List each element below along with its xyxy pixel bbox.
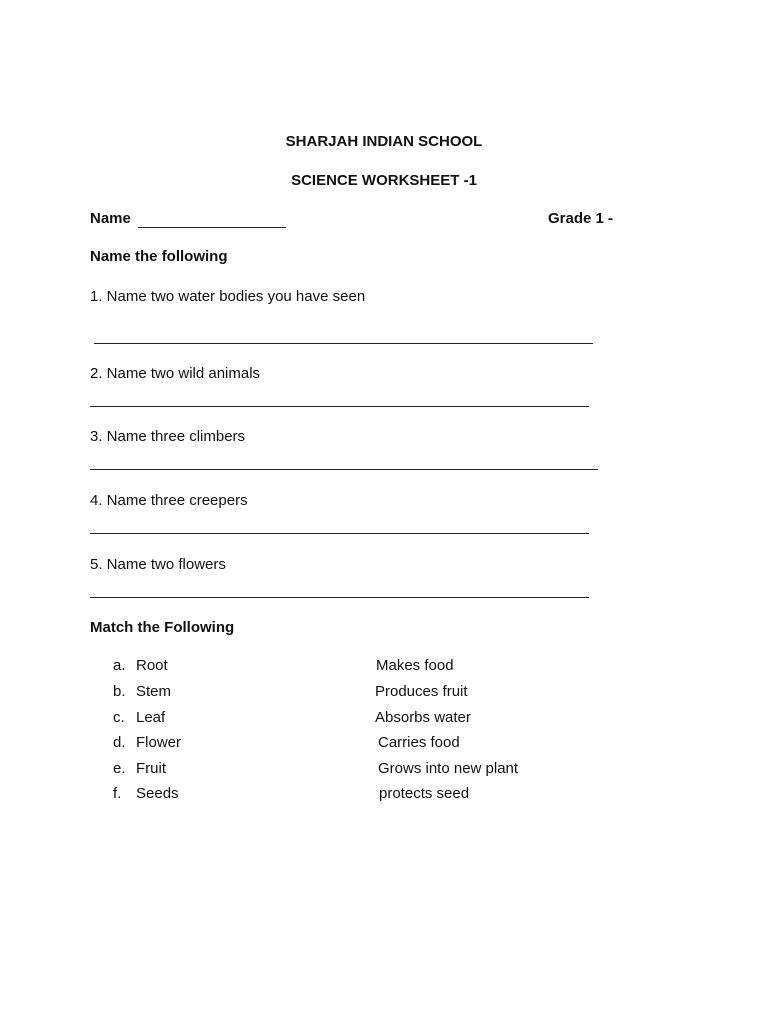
answer-line-1 [94,343,593,344]
grade-label: Grade 1 - [548,210,614,227]
match-left-item: Seeds [136,785,179,802]
match-left-item: Leaf [136,709,166,726]
match-left-item: Root [136,657,168,674]
match-right-item: Carries food [378,734,460,751]
match-letter: f. [113,785,122,802]
question-3: 3. Name three climbers [90,428,246,445]
school-title: SHARJAH INDIAN SCHOOL [285,133,483,150]
match-letter: d. [113,734,126,751]
worksheet-title: SCIENCE WORKSHEET -1 [291,172,477,189]
match-left-item: Flower [136,734,182,751]
section-heading-name-following: Name the following [90,248,228,265]
match-row [113,709,673,731]
name-blank-line [138,227,286,228]
match-right-item: Makes food [376,657,454,674]
answer-line-4 [90,533,589,534]
answer-line-5 [90,597,589,598]
question-4: 4. Name three creepers [90,492,248,509]
match-right-item: protects seed [379,785,470,802]
match-row [113,657,673,679]
match-left-item: Fruit [136,760,166,777]
section-heading-match-following: Match the Following [90,619,235,636]
match-left-item: Stem [136,683,172,700]
match-right-item: Grows into new plant [378,760,519,777]
match-row [113,760,673,782]
match-right-item: Produces fruit [375,683,468,700]
question-5: 5. Name two flowers [90,556,226,573]
match-letter: a. [113,657,126,674]
question-1: 1. Name two water bodies you have seen [90,288,366,305]
question-2: 2. Name two wild animals [90,365,261,382]
match-letter: c. [113,709,125,726]
match-letter: b. [113,683,126,700]
match-letter: e. [113,760,126,777]
answer-line-2 [90,406,589,407]
match-right-item: Absorbs water [375,709,471,726]
answer-line-3 [90,469,598,470]
match-row [113,734,673,756]
match-row [113,683,673,705]
match-row [113,785,673,807]
name-label: Name [90,210,131,227]
